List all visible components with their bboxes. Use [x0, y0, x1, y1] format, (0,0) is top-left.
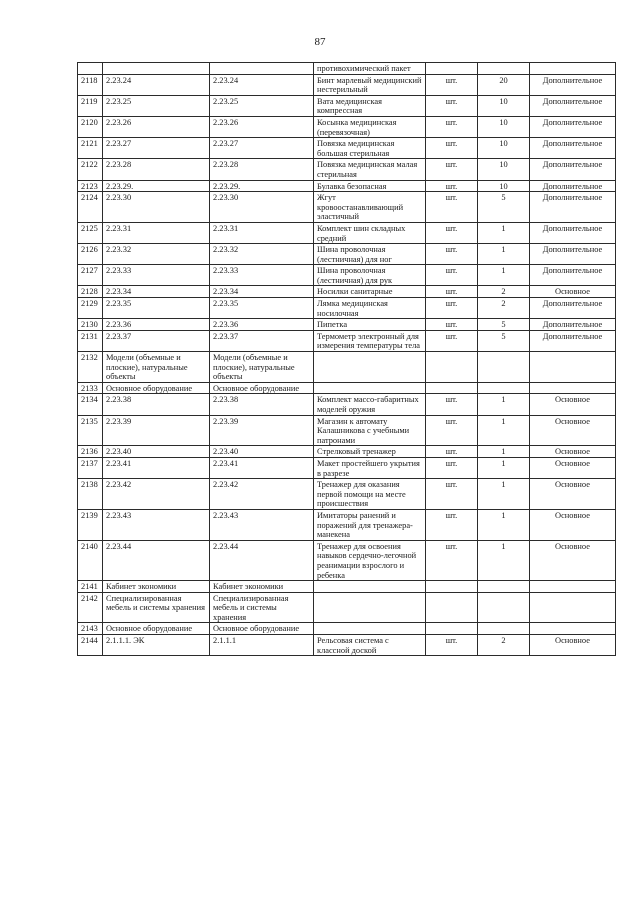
code-cell-2: 2.23.32: [210, 244, 314, 265]
code-cell-2: 2.23.39: [210, 415, 314, 446]
item-name-cell: Магазин к автомату Калашникова с учебными патронами: [314, 415, 426, 446]
item-name-cell: Лямка медицинская носилочная: [314, 298, 426, 319]
equipment-type-cell: Дополнительное: [530, 192, 616, 223]
unit-cell: шт.: [426, 457, 478, 478]
unit-cell: шт.: [426, 635, 478, 656]
row-number-cell: 2132: [78, 352, 103, 383]
item-name-cell: Повязка медицинская большая стерильная: [314, 138, 426, 159]
code-cell: Основное оборудование: [103, 382, 210, 394]
code-cell: 2.23.34: [103, 286, 210, 298]
code-cell-2: 2.23.35: [210, 298, 314, 319]
code-cell-2: [210, 63, 314, 75]
code-cell-2: Модели (объемные и плоские), натуральные объекты: [210, 352, 314, 383]
equipment-type-cell: [530, 352, 616, 383]
row-number-cell: 2119: [78, 95, 103, 116]
quantity-cell: [478, 592, 530, 623]
row-number-cell: 2139: [78, 509, 103, 540]
unit-cell: шт.: [426, 286, 478, 298]
code-cell: 2.23.29.: [103, 180, 210, 192]
row-number-cell: 2118: [78, 74, 103, 95]
row-number-cell: 2125: [78, 222, 103, 243]
table-row: [78, 479, 616, 510]
row-number-cell: 2131: [78, 330, 103, 351]
code-cell: Кабинет экономики: [103, 581, 210, 593]
unit-cell: шт.: [426, 192, 478, 223]
item-name-cell: [314, 581, 426, 593]
quantity-cell: 10: [478, 116, 530, 137]
equipment-type-cell: Дополнительное: [530, 222, 616, 243]
quantity-cell: [478, 63, 530, 75]
row-number-cell: 2124: [78, 192, 103, 223]
equipment-type-cell: [530, 382, 616, 394]
quantity-cell: 1: [478, 509, 530, 540]
equipment-type-cell: Основное: [530, 457, 616, 478]
code-cell: Модели (объемные и плоские), натуральные объекты: [103, 352, 210, 383]
table-row: [78, 192, 616, 223]
code-cell-2: Основное оборудование: [210, 382, 314, 394]
quantity-cell: 1: [478, 244, 530, 265]
equipment-type-cell: Дополнительное: [530, 138, 616, 159]
table-row: [78, 415, 616, 446]
unit-cell: шт.: [426, 116, 478, 137]
code-cell-2: 2.23.36: [210, 319, 314, 331]
item-name-cell: Повязка медицинская малая стерильная: [314, 159, 426, 180]
quantity-cell: 20: [478, 74, 530, 95]
unit-cell: шт.: [426, 180, 478, 192]
code-cell-2: 2.23.34: [210, 286, 314, 298]
quantity-cell: 1: [478, 479, 530, 510]
equipment-type-cell: Дополнительное: [530, 244, 616, 265]
quantity-cell: 10: [478, 180, 530, 192]
table-row: [78, 222, 616, 243]
equipment-type-cell: [530, 623, 616, 635]
unit-cell: [426, 382, 478, 394]
quantity-cell: 2: [478, 298, 530, 319]
table-row: [78, 95, 616, 116]
unit-cell: шт.: [426, 265, 478, 286]
table-row: [78, 286, 616, 298]
unit-cell: шт.: [426, 446, 478, 458]
table-body: [78, 63, 616, 656]
quantity-cell: 1: [478, 446, 530, 458]
table-row: [78, 635, 616, 656]
unit-cell: шт.: [426, 330, 478, 351]
code-cell-2: 2.23.43: [210, 509, 314, 540]
code-cell: 2.23.27: [103, 138, 210, 159]
item-name-cell: Булавка безопасная: [314, 180, 426, 192]
item-name-cell: Пипетка: [314, 319, 426, 331]
item-name-cell: [314, 623, 426, 635]
quantity-cell: 1: [478, 540, 530, 580]
code-cell: 2.23.38: [103, 394, 210, 415]
unit-cell: шт.: [426, 95, 478, 116]
code-cell: 2.23.43: [103, 509, 210, 540]
table-row: [78, 244, 616, 265]
equipment-type-cell: Дополнительное: [530, 159, 616, 180]
equipment-type-cell: Дополнительное: [530, 95, 616, 116]
table-row: [78, 319, 616, 331]
unit-cell: шт.: [426, 74, 478, 95]
table-row: [78, 623, 616, 635]
table-row: [78, 265, 616, 286]
table-row: [78, 74, 616, 95]
equipment-type-cell: Основное: [530, 635, 616, 656]
table-row: [78, 382, 616, 394]
quantity-cell: 2: [478, 635, 530, 656]
quantity-cell: 10: [478, 95, 530, 116]
equipment-table: [77, 62, 616, 656]
unit-cell: шт.: [426, 138, 478, 159]
row-number-cell: 2144: [78, 635, 103, 656]
page-number: 87: [314, 36, 326, 48]
table-row: [78, 352, 616, 383]
quantity-cell: 5: [478, 192, 530, 223]
unit-cell: [426, 581, 478, 593]
unit-cell: шт.: [426, 319, 478, 331]
code-cell-2: 2.23.26: [210, 116, 314, 137]
code-cell-2: Основное оборудование: [210, 623, 314, 635]
code-cell-2: Специализированная мебель и системы хранения: [210, 592, 314, 623]
unit-cell: шт.: [426, 415, 478, 446]
table-row: [78, 394, 616, 415]
item-name-cell: противохимический пакет: [314, 63, 426, 75]
code-cell-2: 2.23.30: [210, 192, 314, 223]
quantity-cell: 10: [478, 138, 530, 159]
code-cell: 2.23.32: [103, 244, 210, 265]
quantity-cell: 1: [478, 222, 530, 243]
quantity-cell: [478, 623, 530, 635]
unit-cell: [426, 63, 478, 75]
table-row: [78, 138, 616, 159]
equipment-type-cell: Основное: [530, 286, 616, 298]
row-number-cell: [78, 63, 103, 75]
quantity-cell: 1: [478, 457, 530, 478]
code-cell-2: 2.23.31: [210, 222, 314, 243]
item-name-cell: Тренажер для оказания первой помощи на месте происшествия: [314, 479, 426, 510]
code-cell: 2.23.37: [103, 330, 210, 351]
table-row: [78, 159, 616, 180]
code-cell: 2.23.31: [103, 222, 210, 243]
table-row: [78, 330, 616, 351]
row-number-cell: 2141: [78, 581, 103, 593]
item-name-cell: [314, 592, 426, 623]
unit-cell: [426, 623, 478, 635]
code-cell: 2.23.28: [103, 159, 210, 180]
table-row: [78, 63, 616, 75]
code-cell-2: 2.23.44: [210, 540, 314, 580]
row-number-cell: 2128: [78, 286, 103, 298]
equipment-type-cell: Дополнительное: [530, 298, 616, 319]
equipment-type-cell: Основное: [530, 394, 616, 415]
unit-cell: шт.: [426, 509, 478, 540]
unit-cell: шт.: [426, 540, 478, 580]
table-row: [78, 581, 616, 593]
quantity-cell: [478, 581, 530, 593]
equipment-type-cell: Основное: [530, 509, 616, 540]
quantity-cell: 1: [478, 394, 530, 415]
row-number-cell: 2140: [78, 540, 103, 580]
code-cell: 2.23.44: [103, 540, 210, 580]
equipment-type-cell: Основное: [530, 446, 616, 458]
code-cell: Основное оборудование: [103, 623, 210, 635]
equipment-type-cell: Основное: [530, 479, 616, 510]
code-cell: 2.1.1.1. ЭК: [103, 635, 210, 656]
code-cell: 2.23.41: [103, 457, 210, 478]
quantity-cell: 1: [478, 265, 530, 286]
equipment-type-cell: [530, 592, 616, 623]
code-cell-2: 2.23.25: [210, 95, 314, 116]
row-number-cell: 2122: [78, 159, 103, 180]
row-number-cell: 2142: [78, 592, 103, 623]
code-cell: 2.23.24: [103, 74, 210, 95]
item-name-cell: Шина проволочная (лестничная) для ног: [314, 244, 426, 265]
row-number-cell: 2143: [78, 623, 103, 635]
item-name-cell: Термометр электронный для измерения температуры тела: [314, 330, 426, 351]
table-row: [78, 457, 616, 478]
item-name-cell: [314, 382, 426, 394]
item-name-cell: Шина проволочная (лестничная) для рук: [314, 265, 426, 286]
code-cell-2: 2.23.27: [210, 138, 314, 159]
item-name-cell: Носилки санитарные: [314, 286, 426, 298]
code-cell: 2.23.36: [103, 319, 210, 331]
equipment-type-cell: Основное: [530, 540, 616, 580]
code-cell-2: 2.23.38: [210, 394, 314, 415]
equipment-type-cell: Дополнительное: [530, 180, 616, 192]
equipment-type-cell: Дополнительное: [530, 74, 616, 95]
equipment-type-cell: Дополнительное: [530, 319, 616, 331]
equipment-type-cell: [530, 63, 616, 75]
unit-cell: шт.: [426, 159, 478, 180]
code-cell-2: 2.23.41: [210, 457, 314, 478]
unit-cell: [426, 592, 478, 623]
code-cell: 2.23.39: [103, 415, 210, 446]
code-cell-2: 2.23.40: [210, 446, 314, 458]
code-cell-2: 2.23.28: [210, 159, 314, 180]
quantity-cell: 5: [478, 330, 530, 351]
unit-cell: шт.: [426, 394, 478, 415]
equipment-type-cell: Дополнительное: [530, 330, 616, 351]
code-cell: Специализированная мебель и системы хранения: [103, 592, 210, 623]
table-row: [78, 180, 616, 192]
equipment-type-cell: [530, 581, 616, 593]
code-cell: 2.23.25: [103, 95, 210, 116]
row-number-cell: 2129: [78, 298, 103, 319]
item-name-cell: Рельсовая система с классной доской: [314, 635, 426, 656]
quantity-cell: 10: [478, 159, 530, 180]
code-cell: 2.23.35: [103, 298, 210, 319]
table-row: [78, 298, 616, 319]
table-row: [78, 540, 616, 580]
row-number-cell: 2138: [78, 479, 103, 510]
item-name-cell: Макет простейшего укрытия в разрезе: [314, 457, 426, 478]
code-cell: [103, 63, 210, 75]
row-number-cell: 2130: [78, 319, 103, 331]
code-cell-2: 2.23.33: [210, 265, 314, 286]
code-cell: 2.23.33: [103, 265, 210, 286]
quantity-cell: 1: [478, 415, 530, 446]
equipment-type-cell: Дополнительное: [530, 265, 616, 286]
row-number-cell: 2137: [78, 457, 103, 478]
code-cell: 2.23.26: [103, 116, 210, 137]
row-number-cell: 2121: [78, 138, 103, 159]
item-name-cell: Косынка медицинская (перевязочная): [314, 116, 426, 137]
code-cell-2: 2.23.24: [210, 74, 314, 95]
table-row: [78, 446, 616, 458]
code-cell-2: Кабинет экономики: [210, 581, 314, 593]
table-row: [78, 592, 616, 623]
code-cell-2: 2.23.37: [210, 330, 314, 351]
item-name-cell: Имитаторы ранений и поражений для тренажера-манекена: [314, 509, 426, 540]
unit-cell: шт.: [426, 298, 478, 319]
unit-cell: [426, 352, 478, 383]
row-number-cell: 2133: [78, 382, 103, 394]
quantity-cell: 5: [478, 319, 530, 331]
quantity-cell: [478, 382, 530, 394]
row-number-cell: 2134: [78, 394, 103, 415]
item-name-cell: Бинт марлевый медицинский нестерильный: [314, 74, 426, 95]
row-number-cell: 2120: [78, 116, 103, 137]
item-name-cell: Вата медицинская компрессная: [314, 95, 426, 116]
code-cell-2: 2.23.29.: [210, 180, 314, 192]
item-name-cell: [314, 352, 426, 383]
code-cell-2: 2.23.42: [210, 479, 314, 510]
code-cell-2: 2.1.1.1: [210, 635, 314, 656]
unit-cell: шт.: [426, 222, 478, 243]
item-name-cell: Комплект шин складных средний: [314, 222, 426, 243]
equipment-type-cell: Дополнительное: [530, 116, 616, 137]
row-number-cell: 2136: [78, 446, 103, 458]
code-cell: 2.23.30: [103, 192, 210, 223]
item-name-cell: Тренажер для освоения навыков сердечно-легочной реанимации взрослого и ребенка: [314, 540, 426, 580]
unit-cell: шт.: [426, 479, 478, 510]
quantity-cell: 2: [478, 286, 530, 298]
item-name-cell: Жгут кровоостанавливающий эластичный: [314, 192, 426, 223]
unit-cell: шт.: [426, 244, 478, 265]
code-cell: 2.23.42: [103, 479, 210, 510]
table-row: [78, 509, 616, 540]
equipment-type-cell: Основное: [530, 415, 616, 446]
item-name-cell: Комплект массо-габаритных моделей оружия: [314, 394, 426, 415]
row-number-cell: 2126: [78, 244, 103, 265]
row-number-cell: 2135: [78, 415, 103, 446]
row-number-cell: 2127: [78, 265, 103, 286]
quantity-cell: [478, 352, 530, 383]
item-name-cell: Стрелковый тренажер: [314, 446, 426, 458]
code-cell: 2.23.40: [103, 446, 210, 458]
table-row: [78, 116, 616, 137]
row-number-cell: 2123: [78, 180, 103, 192]
